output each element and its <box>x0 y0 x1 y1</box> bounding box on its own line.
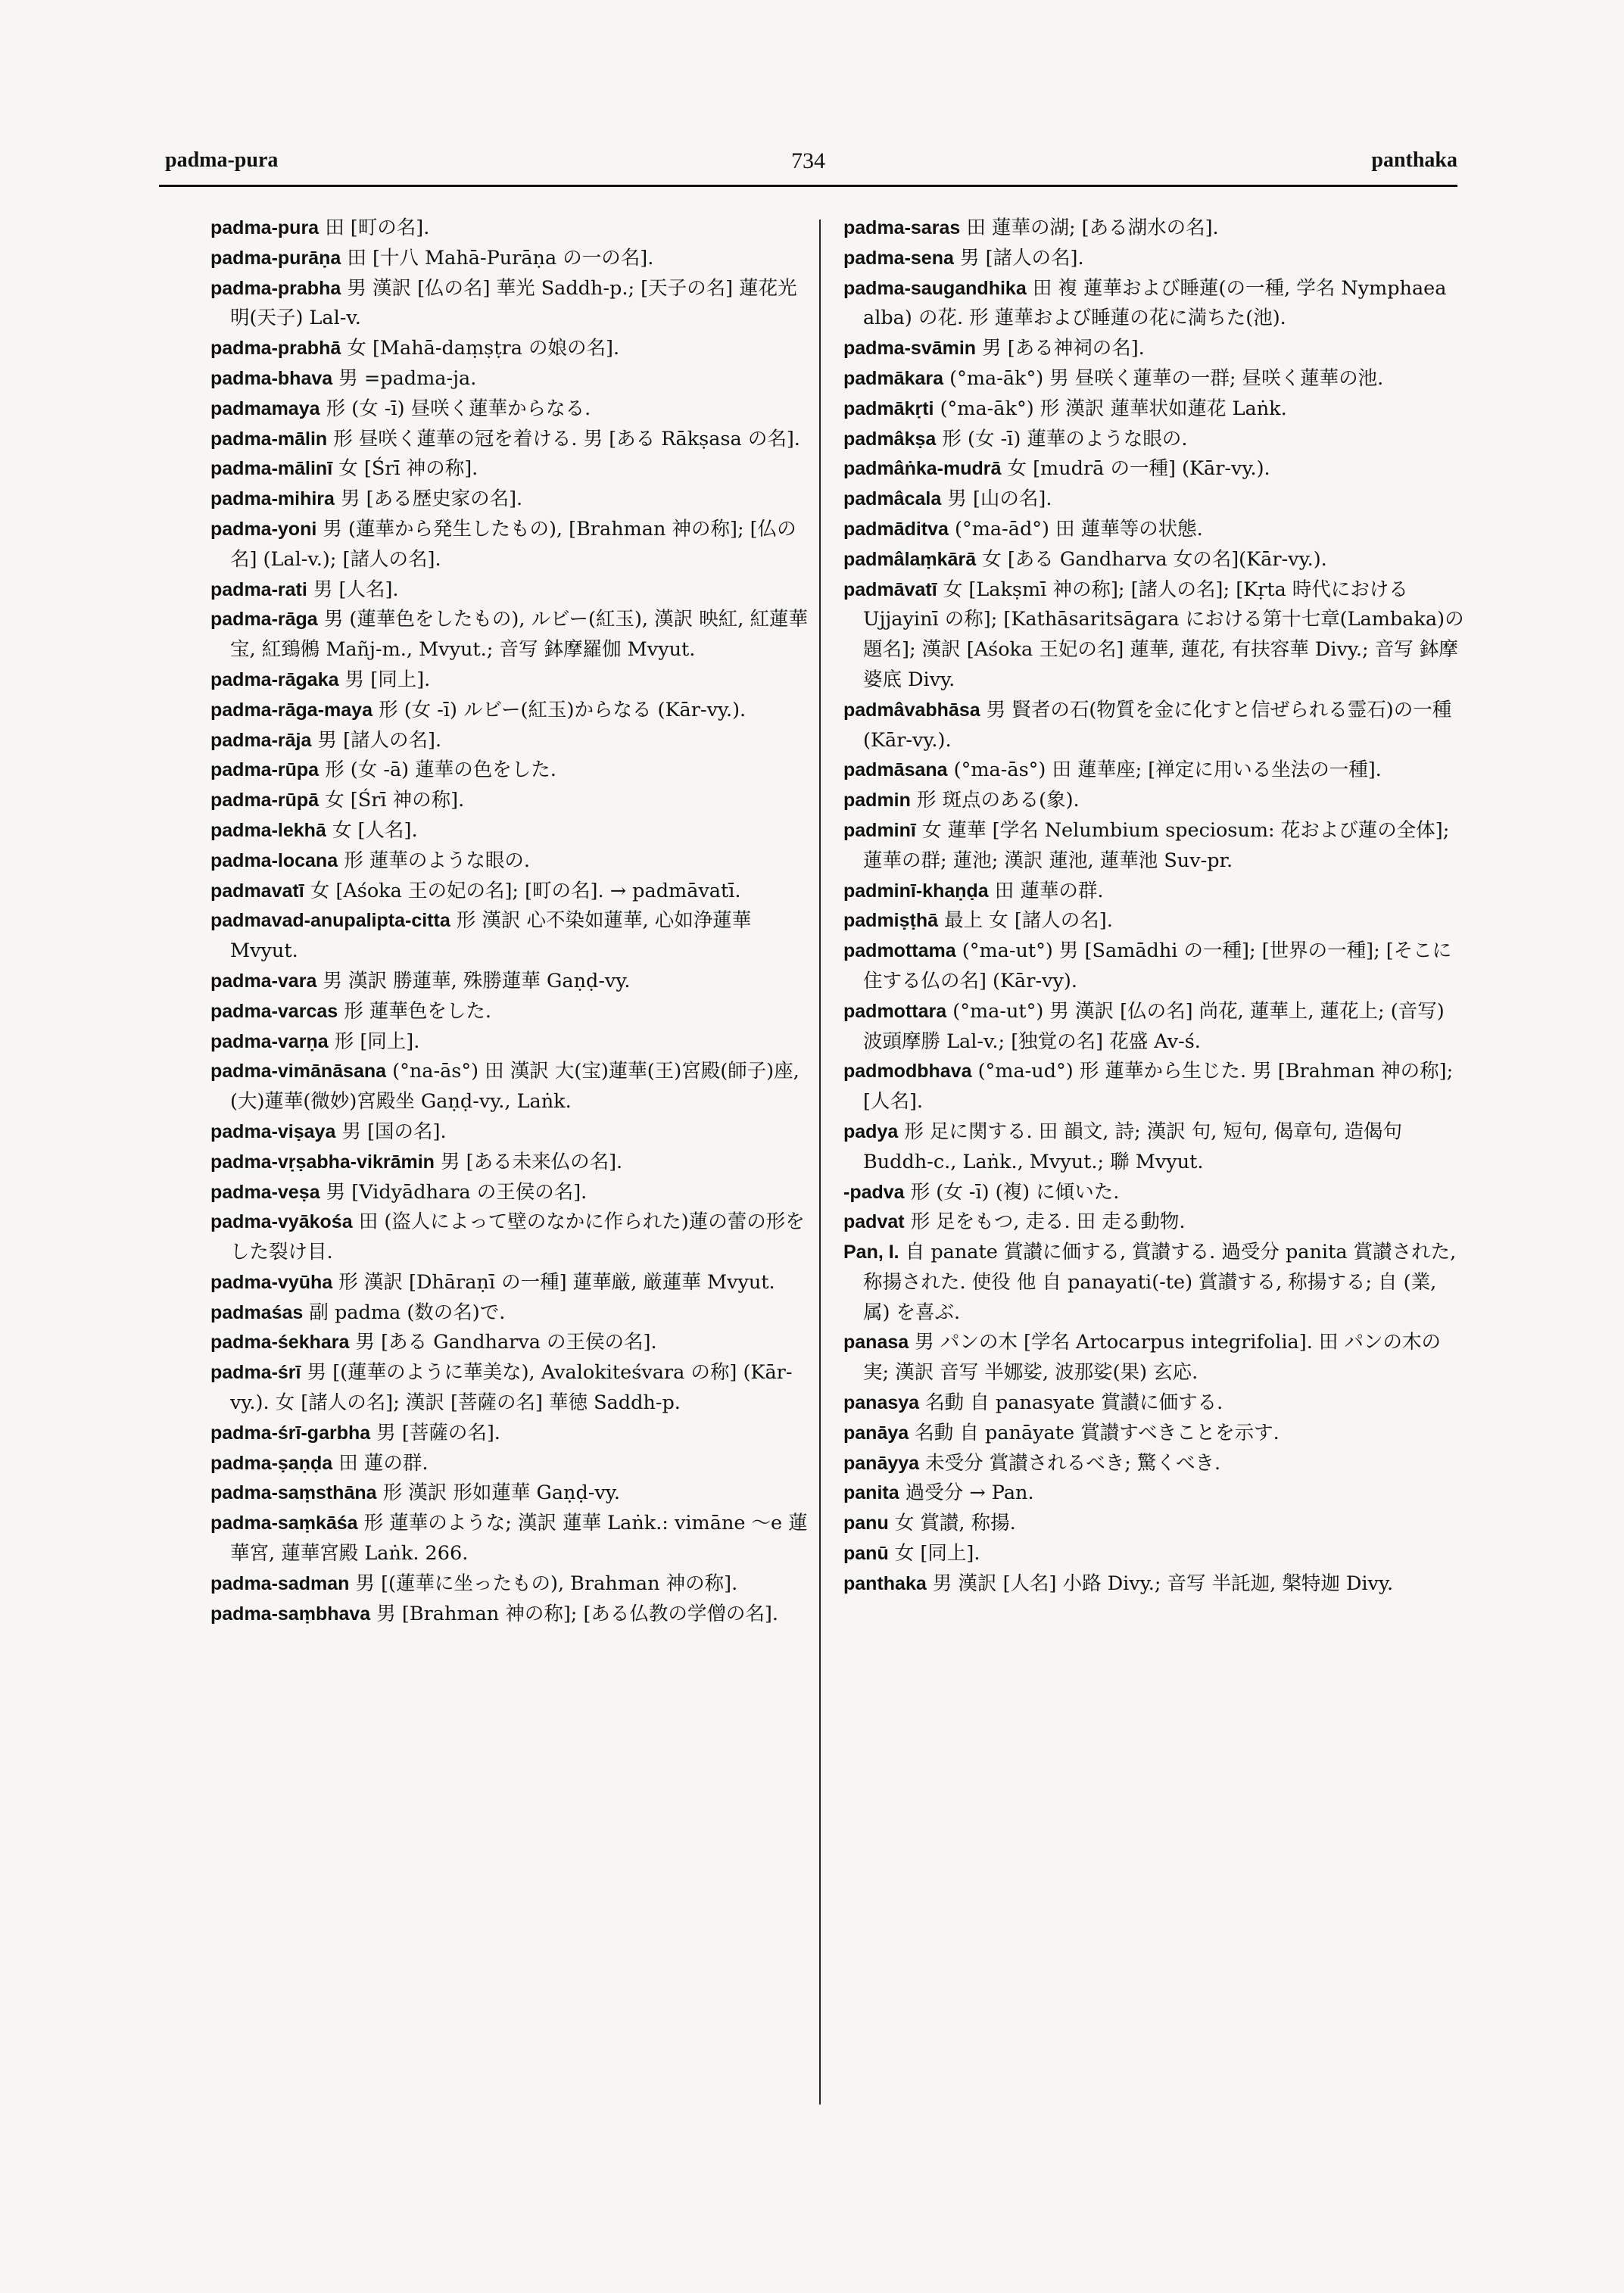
entry-definition: (°ma-ād°) 田 蓮華等の状態. <box>948 517 1203 541</box>
dictionary-entry <box>843 1207 1464 1238</box>
dictionary-entry <box>843 515 1464 545</box>
entry-definition: 自 panate 賞讃に価する, 賞讃する. 過受分 panita 賞讃された, 称揚された. 使役 他 自 panayati(-te) 賞讃する, 称揚する; 自 (業, 属) を喜ぶ. <box>863 1241 1457 1324</box>
entry-definition: 男 [Vidyādhara の王侯の名]. <box>320 1180 588 1204</box>
entry-definition: 最上 女 [諸人の名]. <box>938 909 1113 933</box>
entry-headword: padma-prabha <box>210 277 341 299</box>
dictionary-entry <box>210 575 816 606</box>
entry-headword: padmavatī <box>210 880 304 902</box>
dictionary-entry <box>210 967 816 997</box>
dictionary-entry <box>210 756 816 786</box>
dictionary-entry <box>210 213 816 244</box>
dictionary-entry <box>210 364 816 394</box>
entry-definition: 女 [Lakṣmī 神の称]; [諸人の名]; [Kṛta 時代における Ujjayinī の称]; [Kathāsaritsāgara における第十七章(Lambaka)の題名]; 漢訳 [Aśoka 王妃の名] 蓮華, 蓮花, 有扶容華 Divy.; 音写 鉢摩婆底 Divy. <box>863 578 1464 691</box>
entry-definition: 形 (女 -ī) 昼咲く蓮華からなる. <box>320 397 591 420</box>
entry-headword: padma-prabhā <box>210 338 341 360</box>
dictionary-entry <box>843 334 1464 364</box>
entry-headword: padma-śrī-garbha <box>210 1422 371 1444</box>
dictionary-entry <box>843 1509 1464 1539</box>
entry-definition: 男 [菩薩の名]. <box>370 1421 500 1444</box>
dictionary-entry <box>210 484 816 515</box>
entry-definition: 名動 自 panasyate 賞讃に価する. <box>919 1391 1223 1415</box>
entry-definition: 男 [ある Gandharva の王侯の名]. <box>349 1331 657 1354</box>
entry-definition: 形 蓮華のような; 漢訳 蓮華 Laṅk.: vimāne ～e 蓮華宮, 蓮華宮殿 Laṅk. 266. <box>230 1512 808 1566</box>
entry-headword: padma-mālinī <box>210 458 333 480</box>
dictionary-entry <box>843 454 1464 484</box>
entry-headword: padma-yoni <box>210 518 317 540</box>
dictionary-entry <box>843 877 1464 907</box>
entry-definition: 副 padma (数の名)で. <box>303 1301 506 1324</box>
dictionary-entry <box>843 1569 1464 1600</box>
entry-headword: padmākara <box>843 367 944 389</box>
dictionary-entry <box>210 1298 816 1329</box>
dictionary-entry <box>210 1449 816 1479</box>
entry-headword: -padva <box>843 1181 905 1203</box>
entry-headword: padma-vara <box>210 970 317 992</box>
entry-definition: 男 漢訳 勝蓮華, 殊勝蓮華 Gaṇḍ-vy. <box>316 969 631 992</box>
dictionary-entry <box>843 1478 1464 1509</box>
dictionary-entry <box>210 877 816 907</box>
entry-headword: padmāsana <box>843 759 948 781</box>
entry-definition: 田 蓮華の群. <box>988 879 1104 902</box>
dictionary-entry <box>210 605 816 665</box>
entry-definition: 男 [山の名]. <box>941 488 1052 511</box>
dictionary-entry <box>210 274 816 335</box>
dictionary-entry <box>843 575 1464 696</box>
dictionary-entry <box>843 906 1464 936</box>
entry-definition: 男 =padma-ja. <box>332 366 477 390</box>
entry-headword: padmâvabhāsa <box>843 699 980 721</box>
entry-definition: 田 蓮華の湖; [ある湖水の名]. <box>960 217 1219 239</box>
dictionary-entry <box>210 1057 816 1117</box>
entry-definition: 男 漢訳 [人名] 小路 Divy.; 音写 半託迦, 槃特迦 Divy. <box>926 1572 1394 1595</box>
entry-headword: padya <box>843 1120 899 1142</box>
dictionary-entry <box>843 1388 1464 1419</box>
entry-headword: padma-mālin <box>210 428 328 450</box>
dictionary-entry <box>843 1539 1464 1569</box>
entry-definition: 未受分 賞讃されるべき; 驚くべき. <box>919 1451 1221 1475</box>
entry-definition: 過受分 → Pan. <box>899 1481 1034 1505</box>
column-divider <box>819 220 821 2105</box>
dictionary-entry <box>210 1600 816 1630</box>
entry-definition: 形 (女 -ā) 蓮華の色をした. <box>319 759 556 782</box>
entry-headword: padma-saṃkāśa <box>210 1513 358 1534</box>
entry-headword: padma-saras <box>843 217 961 238</box>
entry-definition: 女 賞讃, 称揚. <box>888 1512 1016 1535</box>
entry-headword: padma-śekhara <box>210 1332 350 1354</box>
entry-definition: 形 (女 -ī) (複) に傾いた. <box>904 1180 1120 1204</box>
entry-definition: 田 複 蓮華および睡蓮(の一種, 学名 Nymphaea alba) の花. 形 蓮華および睡蓮の花に満ちた(池). <box>863 276 1447 330</box>
entry-definition: 名動 自 panāyate 賞讃すべきことを示す. <box>909 1421 1280 1444</box>
entry-headword: padvat <box>843 1211 905 1233</box>
entry-headword: padmaśas <box>210 1301 304 1323</box>
entry-headword: padmodbhava <box>843 1061 972 1083</box>
entry-headword: padma-rūpa <box>210 759 320 781</box>
entry-headword: panasya <box>843 1392 920 1414</box>
entry-definition: (°ma-ud°) 形 蓮華から生じた. 男 [Brahman 神の称]; [人名]. <box>863 1060 1454 1114</box>
dictionary-entry <box>843 936 1464 997</box>
entry-definition: (°ma-āk°) 男 昼咲く蓮華の一群; 昼咲く蓮華の池. <box>943 366 1384 390</box>
dictionary-entry <box>843 1057 1464 1117</box>
entry-definition: 男 [国の名]. <box>335 1120 447 1143</box>
dictionary-entry <box>210 665 816 696</box>
entry-headword: padmâlaṃkārā <box>843 548 977 570</box>
dictionary-entry <box>210 1328 816 1358</box>
dictionary-entry <box>210 244 816 274</box>
entry-headword: padma-vyūha <box>210 1271 333 1293</box>
entry-definition: 田 [町の名]. <box>319 217 430 239</box>
dictionary-entry <box>843 364 1464 394</box>
entry-definition: 男 賢者の石(物質を金に化すと信ぜられる霊石)の一種 (Kār-vy.). <box>863 698 1452 752</box>
entry-definition: 形 [同上]. <box>328 1030 420 1053</box>
entry-headword: panasa <box>843 1332 909 1354</box>
entry-definition: (°ma-ut°) 男 [Samādhi の一種]; [世界の一種]; [そこに住する仏の名] (Kār-vy). <box>863 939 1452 992</box>
entry-headword: padma-viṣaya <box>210 1120 336 1142</box>
entry-headword: padma-rāga-maya <box>210 699 372 721</box>
dictionary-entry <box>210 816 816 846</box>
dictionary-entry <box>210 846 816 877</box>
entry-definition: (°na-ās°) 田 漢訳 大(宝)蓮華(王)宮殿(師子)座, (大)蓮華(微妙)宮殿坐 Gaṇḍ-vy., Laṅk. <box>230 1060 800 1114</box>
entry-headword: padma-rāgaka <box>210 668 339 690</box>
page-number: 734 <box>791 148 825 173</box>
entry-definition: 男 漢訳 [仏の名] 華光 Saddh-p.; [天子の名] 蓮花光明(天子) Lal-v. <box>230 276 797 330</box>
entry-definition: 男 [ある歴史家の名]. <box>334 488 523 511</box>
dictionary-entry <box>843 244 1464 274</box>
dictionary-entry <box>210 454 816 484</box>
entry-headword: padma-varṇa <box>210 1030 329 1052</box>
dictionary-entry <box>210 696 816 726</box>
entry-headword: padma-locana <box>210 849 338 871</box>
entry-headword: padma-lekhā <box>210 819 326 841</box>
entry-headword: panita <box>843 1482 899 1504</box>
entry-headword: panāyya <box>843 1452 920 1474</box>
entry-headword: padmâkṣa <box>843 428 937 450</box>
dictionary-entry <box>210 1509 816 1569</box>
entry-headword: padma-mihira <box>210 488 335 510</box>
dictionary-entry <box>210 1358 816 1419</box>
entry-headword: padminī <box>843 819 916 841</box>
entry-headword: padmâṅka-mudrā <box>843 458 1002 480</box>
entry-definition: 女 [Aśoka 王の妃の名]; [町の名]. → padmāvatī. <box>304 879 741 902</box>
entry-definition: 形 蓮華のような眼の. <box>338 849 530 872</box>
entry-headword: padma-saugandhika <box>843 277 1027 299</box>
entry-headword: padma-saṃsthāna <box>210 1482 377 1504</box>
dictionary-entry <box>210 997 816 1027</box>
entry-definition: 形 昼咲く蓮華の冠を着ける. 男 [ある Rākṣasa の名]. <box>327 427 800 450</box>
entry-definition: 女 蓮華 [学名 Nelumbium speciosum: 花および蓮の全体]; 蓮華の群; 蓮池; 漢訳 蓮池, 蓮華池 Suv-pr. <box>863 818 1450 872</box>
dictionary-entry <box>210 1419 816 1449</box>
dictionary-entry <box>843 425 1464 455</box>
entry-headword: padma-purāṇa <box>210 247 341 269</box>
entry-definition: 女 [同上]. <box>888 1542 980 1566</box>
entry-definition: (°ma-āk°) 形 漢訳 蓮華状如蓮花 Laṅk. <box>934 397 1287 420</box>
dictionary-entry <box>210 726 816 756</box>
entry-definition: 田 蓮の群. <box>332 1451 429 1475</box>
dictionary-entry <box>843 484 1464 515</box>
entry-headword: Pan, I. <box>843 1242 899 1263</box>
entry-headword: padma-vṛṣabha-vikrāmin <box>210 1151 435 1173</box>
dictionary-entry <box>210 515 816 575</box>
dictionary-entry <box>210 394 816 425</box>
dictionary-entry <box>843 997 1464 1058</box>
entry-headword: padma-vyākośa <box>210 1211 353 1233</box>
entry-definition: 男 [(蓮華に坐ったもの), Brahman 神の称]. <box>349 1572 738 1595</box>
entry-definition: (°ma-ut°) 男 漢訳 [仏の名] 尚花, 蓮華上, 蓮花上; (音写) 波頭摩勝 Lal-v.; [独覚の名] 花盛 Av-ś. <box>863 999 1445 1053</box>
dictionary-entry <box>843 786 1464 816</box>
dictionary-entry <box>210 1117 816 1148</box>
dictionary-entry <box>843 696 1464 756</box>
entry-definition: 形 (女 -ī) ルビー(紅玉)からなる (Kār-vy.). <box>372 698 747 721</box>
entry-headword: padma-pura <box>210 217 320 238</box>
entry-definition: 女 [mudrā の一種] (Kār-vy.). <box>1001 457 1270 481</box>
entry-headword: padma-rati <box>210 578 307 600</box>
entry-headword: padma-sadman <box>210 1572 350 1594</box>
entry-headword: padminī-khaṇḍa <box>843 880 989 902</box>
entry-headword: panthaka <box>843 1572 927 1594</box>
entry-headword: padmin <box>843 790 911 812</box>
entry-headword: padmākṛti <box>843 397 934 419</box>
entry-definition: 形 足をもつ, 走る. 田 走る動物. <box>904 1210 1186 1234</box>
entry-headword: padma-śrī <box>210 1362 301 1384</box>
dictionary-entry <box>210 1027 816 1058</box>
entry-headword: padmamaya <box>210 397 320 419</box>
entry-headword: padmavad-anupalipta-citta <box>210 910 450 932</box>
entry-definition: 女 [ある Gandharva 女の名](Kār-vy.). <box>976 547 1327 571</box>
entry-headword: padma-vimānāsana <box>210 1061 387 1083</box>
entry-definition: 女 [Śrī 神の称]. <box>319 789 465 812</box>
dictionary-entry <box>210 334 816 364</box>
entry-definition: 男 [Brahman 神の称]; [ある仏教の学僧の名]. <box>370 1602 778 1625</box>
dictionary-entry <box>210 1148 816 1178</box>
entry-definition: 女 [人名]. <box>326 818 418 842</box>
entry-headword: padma-varcas <box>210 1000 338 1022</box>
entry-headword: padma-ṣaṇḍa <box>210 1452 333 1474</box>
entry-definition: 男 [人名]. <box>307 578 399 601</box>
entry-definition: 男 (蓮華色をしたもの), ルビー(紅玉), 漢訳 映紅, 紅蓮華宝, 紅鵄鵂 Mañj-m., Mvyut.; 音写 鉢摩羅伽 Mvyut. <box>230 608 808 662</box>
dictionary-entry <box>843 816 1464 877</box>
dictionary-entry <box>210 1569 816 1600</box>
entry-headword: padma-sena <box>843 247 954 269</box>
entry-headword: padma-svāmin <box>843 338 977 360</box>
dictionary-entry <box>210 1268 816 1298</box>
dictionary-entry <box>843 394 1464 425</box>
entry-headword: padma-rāga <box>210 609 318 631</box>
entry-headword: panu <box>843 1513 889 1534</box>
dictionary-entry <box>210 906 816 967</box>
entry-headword: padmottama <box>843 940 956 962</box>
entry-headword: padmāvatī <box>843 578 937 600</box>
entry-headword: padma-bhava <box>210 367 333 389</box>
dictionary-entry <box>843 1419 1464 1449</box>
entry-headword: panāya <box>843 1422 909 1444</box>
entry-definition: 形 漢訳 形如蓮華 Gaṇḍ-vy. <box>376 1481 620 1505</box>
entry-headword: padma-saṃbhava <box>210 1603 371 1625</box>
header-left-guide-word: padma-pura <box>165 148 279 172</box>
entry-headword: padmāditva <box>843 518 949 540</box>
entry-definition: 男 [(蓮華のように華美な), Avalokiteśvara の称] (Kār-vy.). 女 [諸人の名]; 漢訳 [菩薩の名] 華徳 Saddh-p. <box>230 1361 793 1415</box>
entry-definition: 形 (女 -ī) 蓮華のような眼の. <box>936 427 1188 450</box>
entry-headword: padmâcala <box>843 488 942 510</box>
entry-definition: 男 [同上]. <box>338 668 431 691</box>
dictionary-entry <box>210 1178 816 1208</box>
right-column <box>843 213 1464 1600</box>
entry-definition: 形 斑点のある(象). <box>910 789 1080 812</box>
entry-definition: 女 [Śrī 神の称]. <box>332 457 478 481</box>
dictionary-entry <box>843 756 1464 786</box>
entry-definition: 男 パンの木 [学名 Artocarpus integrifolia]. 田 パンの木の実; 漢訳 音写 半娜娑, 波那娑(果) 玄応. <box>863 1331 1442 1385</box>
page-header <box>159 148 1457 187</box>
dictionary-entry <box>843 1238 1464 1328</box>
entry-definition: 女 [Mahā-daṃṣṭra の娘の名]. <box>341 337 620 360</box>
entry-definition: 形 足に関する. 田 韻文, 詩; 漢訳 句, 短句, 偈章句, 造偈句 Buddh-c., Laṅk., Mvyut.; 聯 Mvyut. <box>863 1120 1402 1173</box>
dictionary-entry <box>843 545 1464 575</box>
dictionary-entry <box>843 1449 1464 1479</box>
dictionary-entry <box>843 213 1464 244</box>
entry-definition: 男 [諸人の名]. <box>953 246 1084 269</box>
header-right-guide-word: panthaka <box>1371 148 1457 172</box>
entry-definition: 形 漢訳 [Dhāraṇī の一種] 蓮華厳, 厳蓮華 Mvyut. <box>332 1270 775 1294</box>
entry-definition: 男 [諸人の名]. <box>311 728 442 752</box>
dictionary-entry <box>843 274 1464 335</box>
entry-definition: 田 [十八 Mahā-Purāṇa の一の名]. <box>341 246 654 269</box>
dictionary-entry <box>210 1207 816 1268</box>
entry-definition: 男 (蓮華から発生したもの), [Brahman 神の称]; [仏の名] (Lal-v.); [諸人の名]. <box>230 517 796 571</box>
entry-definition: 男 [ある未来仏の名]. <box>434 1150 623 1173</box>
entry-headword: padma-rūpā <box>210 790 320 812</box>
dictionary-entry <box>843 1178 1464 1208</box>
dictionary-entry <box>843 1117 1464 1178</box>
entry-headword: padma-rāja <box>210 729 312 751</box>
entry-definition: 田 (盗人によって壁のなかに作られた)蓮の蕾の形をした裂け目. <box>230 1210 805 1264</box>
entry-definition: 男 [ある神祠の名]. <box>976 337 1145 360</box>
entry-headword: padmiṣṭhā <box>843 910 939 932</box>
entry-headword: panū <box>843 1543 889 1565</box>
entry-definition: 形 蓮華色をした. <box>338 999 491 1023</box>
entry-definition: 形 漢訳 心不染如蓮華, 心如浄蓮華 Mvyut. <box>230 909 752 963</box>
left-column <box>210 213 816 1629</box>
dictionary-entry <box>210 786 816 816</box>
entry-headword: padmottara <box>843 1000 947 1022</box>
entry-definition: (°ma-ās°) 田 蓮華座; [禅定に用いる坐法の一種]. <box>947 759 1382 782</box>
dictionary-entry <box>843 1328 1464 1388</box>
entry-headword: padma-veṣa <box>210 1181 320 1203</box>
dictionary-entry <box>210 1478 816 1509</box>
dictionary-entry <box>210 425 816 455</box>
